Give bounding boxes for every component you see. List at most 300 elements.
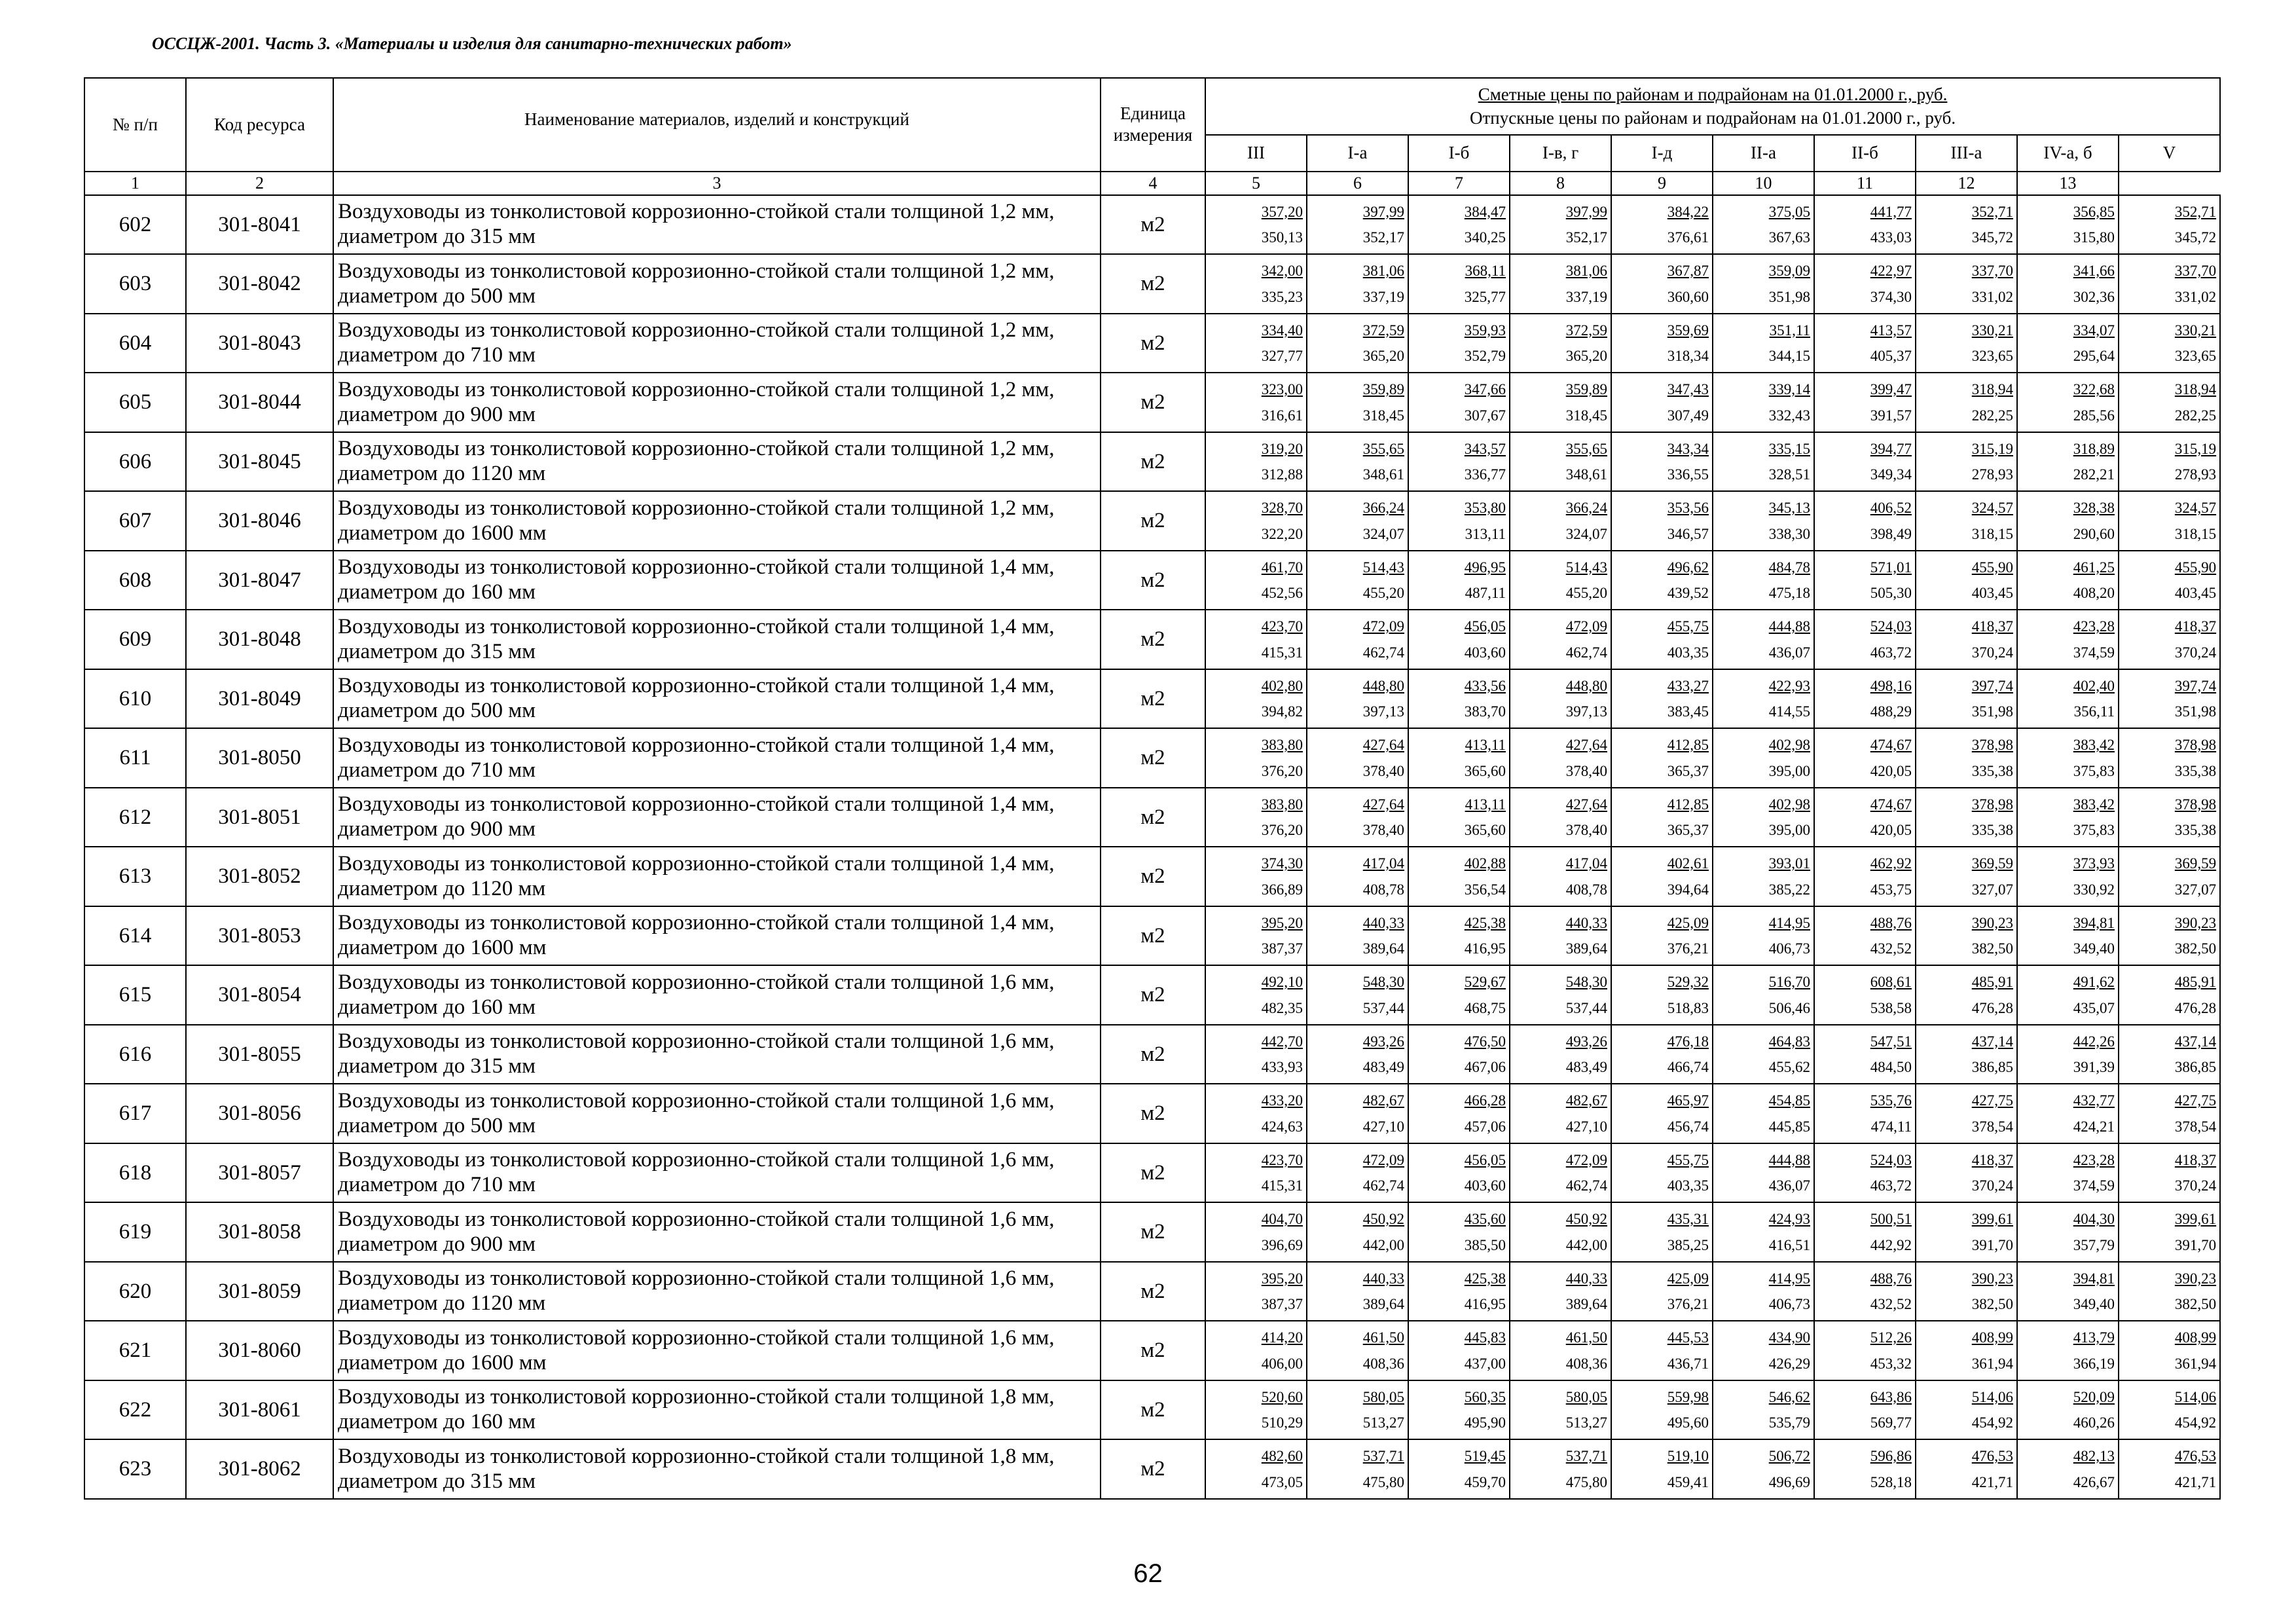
estimate-price: 448,80: [1565, 677, 1607, 694]
row-number: 612: [84, 788, 186, 847]
estimate-price: 423,28: [2073, 1151, 2115, 1168]
estimate-price: 402,61: [1667, 855, 1709, 872]
estimate-price: 412,85: [1667, 796, 1709, 813]
resource-code: 301-8062: [186, 1439, 333, 1499]
price-cell: [1916, 551, 2017, 610]
release-price: 408,36: [1565, 1355, 1607, 1372]
price-cell: [1408, 1439, 1510, 1499]
estimate-price: 455,75: [1667, 1151, 1709, 1168]
release-price: 456,74: [1667, 1118, 1709, 1135]
estimate-price: 442,26: [2073, 1033, 2115, 1050]
price-cell: [1307, 669, 1408, 729]
estimate-price: 359,69: [1667, 322, 1709, 339]
estimate-price: 397,74: [2174, 677, 2217, 694]
estimate-price: 464,83: [1768, 1033, 1810, 1050]
release-price: 435,07: [2073, 999, 2115, 1016]
price-cell: [1814, 669, 1916, 729]
estimate-price: 337,70: [2174, 263, 2217, 280]
price-cell: [1713, 847, 1814, 906]
estimate-price: 455,90: [1971, 559, 2013, 576]
unit: м2: [1101, 906, 1205, 966]
release-price: 452,56: [1261, 585, 1303, 602]
estimate-price: 374,30: [1261, 855, 1303, 872]
price-cell: [1205, 195, 1307, 255]
release-price: 505,30: [1870, 585, 1912, 602]
row-number: 617: [84, 1084, 186, 1143]
release-price: 442,92: [1870, 1236, 1912, 1253]
price-cell: [1307, 1025, 1408, 1084]
unit: м2: [1101, 610, 1205, 669]
estimate-price: 412,85: [1667, 737, 1709, 754]
column-number: 9: [1611, 172, 1713, 195]
unit: м2: [1101, 551, 1205, 610]
release-price: 459,41: [1667, 1473, 1709, 1490]
estimate-price: 315,19: [2174, 440, 2217, 457]
release-price: 432,52: [1870, 940, 1912, 957]
estimate-price: 485,91: [1971, 974, 2013, 991]
estimate-price: 537,71: [1362, 1448, 1404, 1465]
estimate-price: 343,57: [1464, 440, 1506, 457]
estimate-price: 423,70: [1261, 1151, 1303, 1168]
release-price: 361,94: [1971, 1355, 2013, 1372]
price-cell: [2119, 1143, 2220, 1203]
release-price: 436,71: [1667, 1355, 1709, 1372]
price-cell: [1510, 551, 1611, 610]
table-row: [84, 254, 2220, 314]
release-price: 318,15: [1971, 525, 2013, 542]
estimate-price: 548,30: [1362, 974, 1404, 991]
estimate-price: 461,50: [1362, 1329, 1404, 1346]
release-price: 426,29: [1768, 1355, 1810, 1372]
estimate-price: 328,38: [2073, 500, 2115, 517]
estimate-price: 440,33: [1362, 914, 1404, 931]
price-cell: [1408, 847, 1510, 906]
price-cell: [1611, 491, 1713, 551]
estimate-price: 454,85: [1768, 1092, 1810, 1109]
release-price: 327,07: [1971, 881, 2013, 898]
release-price: 351,98: [1768, 288, 1810, 305]
estimate-price: 334,07: [2073, 322, 2115, 339]
estimate-price: 456,05: [1464, 1151, 1506, 1168]
price-cell: [1408, 1143, 1510, 1203]
price-cell: [1713, 1380, 1814, 1440]
unit: м2: [1101, 1262, 1205, 1321]
row-number: 603: [84, 254, 186, 314]
price-cell: [1611, 1084, 1713, 1143]
release-price: 510,29: [1261, 1414, 1303, 1431]
price-cell: [1408, 728, 1510, 788]
release-price: 349,34: [1870, 466, 1912, 483]
estimate-price: 347,66: [1464, 381, 1506, 398]
price-cell: [1916, 669, 2017, 729]
price-cell: [1814, 551, 1916, 610]
price-cell: [2017, 551, 2119, 610]
release-price: 427,10: [1362, 1118, 1404, 1135]
row-number: 606: [84, 432, 186, 492]
material-name: Воздуховоды из тонколистовой коррозионно-стойкой стали толщиной 1,6 мм, диаметром до 1600 мм: [333, 1321, 1101, 1380]
price-cell: [1713, 728, 1814, 788]
header-code: Код ресурса: [186, 78, 333, 172]
estimate-price: 384,47: [1464, 203, 1506, 220]
release-price: 437,00: [1464, 1355, 1506, 1372]
release-price: 345,72: [2174, 229, 2217, 246]
release-price: 416,95: [1464, 1296, 1506, 1313]
price-cell: [2119, 1439, 2220, 1499]
release-price: 370,24: [1971, 1177, 2013, 1194]
resource-code: 301-8054: [186, 965, 333, 1025]
release-price: 487,11: [1465, 585, 1506, 602]
release-price: 365,20: [1362, 348, 1404, 365]
price-cell: [1916, 314, 2017, 373]
release-price: 376,21: [1667, 940, 1709, 957]
release-price: 385,25: [1667, 1236, 1709, 1253]
release-price: 454,92: [1971, 1414, 2013, 1431]
price-cell: [2017, 906, 2119, 966]
release-price: 394,64: [1667, 881, 1709, 898]
region-header: III-а: [1916, 135, 2017, 172]
release-price: 513,27: [1362, 1414, 1404, 1431]
material-name: Воздуховоды из тонколистовой коррозионно-стойкой стали толщиной 1,6 мм, диаметром до 1120 мм: [333, 1262, 1101, 1321]
header-name: Наименование материалов, изделий и конструкций: [333, 78, 1101, 172]
price-cell: [1611, 847, 1713, 906]
estimate-price: 496,62: [1667, 559, 1709, 576]
price-cell: [1814, 1262, 1916, 1321]
price-cell: [1510, 669, 1611, 729]
release-price: 383,70: [1464, 703, 1506, 720]
release-price: 538,58: [1870, 999, 1912, 1016]
resource-code: 301-8056: [186, 1084, 333, 1143]
row-number: 620: [84, 1262, 186, 1321]
estimate-price: 535,76: [1870, 1092, 1912, 1109]
price-cell: [2119, 195, 2220, 255]
release-price: 463,72: [1870, 1177, 1912, 1194]
release-price: 416,51: [1768, 1236, 1810, 1253]
material-name: Воздуховоды из тонколистовой коррозионно-стойкой стали толщиной 1,4 мм, диаметром до 1120 мм: [333, 847, 1101, 906]
price-cell: [1916, 195, 2017, 255]
estimate-price: 482,67: [1362, 1092, 1404, 1109]
material-name: Воздуховоды из тонколистовой коррозионно-стойкой стали толщиной 1,4 мм, диаметром до 1600 мм: [333, 906, 1101, 966]
price-cell: [1408, 1262, 1510, 1321]
release-price: 352,17: [1362, 229, 1404, 246]
release-price: 462,74: [1362, 644, 1404, 661]
estimate-price: 506,72: [1768, 1448, 1810, 1465]
release-price: 325,77: [1464, 288, 1506, 305]
release-price: 403,45: [2174, 585, 2217, 602]
price-cell: [2119, 491, 2220, 551]
price-cell: [1713, 1025, 1814, 1084]
estimate-price: 608,61: [1870, 974, 1912, 991]
price-cell: [1814, 847, 1916, 906]
estimate-price: 373,93: [2073, 855, 2115, 872]
estimate-price: 433,56: [1464, 677, 1506, 694]
estimate-price: 466,28: [1464, 1092, 1506, 1109]
table-row: [84, 1321, 2220, 1380]
release-price: 382,50: [1971, 940, 2013, 957]
estimate-price: 580,05: [1362, 1388, 1404, 1405]
estimate-price: 335,15: [1768, 440, 1810, 457]
material-name: Воздуховоды из тонколистовой коррозионно-стойкой стали толщиной 1,6 мм, диаметром до 500 мм: [333, 1084, 1101, 1143]
table-row: [84, 728, 2220, 788]
table-row: [84, 788, 2220, 847]
unit: м2: [1101, 1025, 1205, 1084]
estimate-price: 484,78: [1768, 559, 1810, 576]
estimate-price: 423,70: [1261, 618, 1303, 635]
estimate-price: 359,89: [1565, 381, 1607, 398]
estimate-price: 423,28: [2073, 618, 2115, 635]
resource-code: 301-8047: [186, 551, 333, 610]
estimate-price: 394,81: [2073, 1270, 2115, 1287]
table-row: [84, 1439, 2220, 1499]
estimate-price: 472,09: [1565, 618, 1607, 635]
estimate-price: 476,53: [2174, 1448, 2217, 1465]
price-cell: [1611, 965, 1713, 1025]
table-row: [84, 669, 2220, 729]
release-price: 496,69: [1768, 1473, 1810, 1490]
region-header: IV-а, б: [2017, 135, 2119, 172]
release-price: 365,37: [1667, 822, 1709, 839]
row-number: 609: [84, 610, 186, 669]
header-prices-release: Отпускные цены по районам и подрайонам на 01.01.2000 г., руб.: [1469, 108, 1956, 128]
estimate-price: 433,27: [1667, 677, 1709, 694]
estimate-price: 383,42: [2073, 796, 2115, 813]
release-price: 391,70: [1971, 1236, 2013, 1253]
resource-code: 301-8061: [186, 1380, 333, 1440]
release-price: 351,98: [2174, 703, 2217, 720]
release-price: 351,98: [1971, 703, 2013, 720]
estimate-price: 395,20: [1261, 914, 1303, 931]
price-cell: [1916, 728, 2017, 788]
unit: м2: [1101, 669, 1205, 729]
price-cell: [1510, 1202, 1611, 1262]
release-price: 318,15: [2174, 525, 2217, 542]
estimate-price: 408,99: [1971, 1329, 2013, 1346]
estimate-price: 437,14: [2174, 1033, 2217, 1050]
resource-code: 301-8041: [186, 195, 333, 255]
material-name: Воздуховоды из тонколистовой коррозионно-стойкой стали толщиной 1,8 мм, диаметром до 315 мм: [333, 1439, 1101, 1499]
estimate-price: 390,23: [1971, 1270, 2013, 1287]
release-price: 376,20: [1261, 762, 1303, 779]
table-row: [84, 195, 2220, 255]
column-number: 5: [1205, 172, 1307, 195]
release-price: 473,05: [1261, 1473, 1303, 1490]
release-price: 488,29: [1870, 703, 1912, 720]
release-price: 349,40: [2073, 1296, 2115, 1313]
price-cell: [2119, 254, 2220, 314]
column-number: 6: [1307, 172, 1408, 195]
estimate-price: 418,37: [1971, 1151, 2013, 1168]
price-cell: [1814, 314, 1916, 373]
unit: м2: [1101, 491, 1205, 551]
price-cell: [2017, 1321, 2119, 1380]
estimate-price: 393,01: [1768, 855, 1810, 872]
unit: м2: [1101, 314, 1205, 373]
release-price: 378,40: [1362, 762, 1404, 779]
unit: м2: [1101, 1380, 1205, 1440]
release-price: 323,65: [2174, 348, 2217, 365]
price-cell: [2017, 847, 2119, 906]
estimate-price: 402,98: [1768, 737, 1810, 754]
price-cell: [1205, 1439, 1307, 1499]
release-price: 421,71: [2174, 1473, 2217, 1490]
release-price: 378,54: [1971, 1118, 2013, 1135]
estimate-price: 482,60: [1261, 1448, 1303, 1465]
price-cell: [1205, 1025, 1307, 1084]
estimate-price: 375,05: [1768, 203, 1810, 220]
price-cell: [1814, 1084, 1916, 1143]
estimate-price: 397,99: [1565, 203, 1607, 220]
price-cell: [1510, 1262, 1611, 1321]
release-price: 335,38: [2174, 822, 2217, 839]
resource-code: 301-8052: [186, 847, 333, 906]
price-cell: [2017, 195, 2119, 255]
estimate-price: 441,77: [1870, 203, 1912, 220]
column-number-row: [84, 172, 2220, 195]
price-cell: [1916, 1143, 2017, 1203]
release-price: 391,70: [2174, 1236, 2217, 1253]
price-cell: [1713, 1084, 1814, 1143]
release-price: 356,11: [2073, 703, 2115, 720]
price-cell: [1307, 906, 1408, 966]
estimate-price: 498,16: [1870, 677, 1912, 694]
estimate-price: 402,98: [1768, 796, 1810, 813]
price-cell: [2017, 432, 2119, 492]
row-number: 604: [84, 314, 186, 373]
price-cell: [1916, 254, 2017, 314]
estimate-price: 356,85: [2073, 203, 2115, 220]
release-price: 328,51: [1768, 466, 1810, 483]
estimate-price: 383,80: [1261, 796, 1303, 813]
estimate-price: 343,34: [1667, 440, 1709, 457]
unit: м2: [1101, 1202, 1205, 1262]
release-price: 313,11: [1465, 525, 1506, 542]
table-row: [84, 1262, 2220, 1321]
price-cell: [1510, 195, 1611, 255]
release-price: 318,45: [1362, 407, 1404, 424]
release-price: 385,50: [1464, 1236, 1506, 1253]
price-cell: [1916, 1321, 2017, 1380]
resource-code: 301-8050: [186, 728, 333, 788]
estimate-price: 450,92: [1362, 1211, 1404, 1228]
price-cell: [1205, 1084, 1307, 1143]
estimate-price: 448,80: [1362, 677, 1404, 694]
release-price: 324,07: [1362, 525, 1404, 542]
release-price: 454,92: [2174, 1414, 2217, 1431]
estimate-price: 472,09: [1565, 1151, 1607, 1168]
estimate-price: 418,37: [2174, 618, 2217, 635]
estimate-price: 519,10: [1667, 1448, 1709, 1465]
release-price: 387,37: [1261, 1296, 1303, 1313]
price-cell: [1611, 728, 1713, 788]
release-price: 345,72: [1971, 229, 2013, 246]
price-cell: [1510, 491, 1611, 551]
price-cell: [1713, 1262, 1814, 1321]
price-cell: [1205, 965, 1307, 1025]
estimate-price: 444,88: [1768, 618, 1810, 635]
release-price: 421,71: [1971, 1473, 2013, 1490]
price-cell: [1307, 314, 1408, 373]
price-cell: [1814, 491, 1916, 551]
price-cell: [1611, 1439, 1713, 1499]
price-cell: [1916, 1025, 2017, 1084]
estimate-price: 427,75: [2174, 1092, 2217, 1109]
estimate-price: 347,43: [1667, 381, 1709, 398]
release-price: 360,60: [1667, 288, 1709, 305]
price-cell: [1814, 432, 1916, 492]
release-price: 391,39: [2073, 1059, 2115, 1076]
release-price: 397,13: [1362, 703, 1404, 720]
release-price: 427,10: [1565, 1118, 1607, 1135]
release-price: 316,61: [1261, 407, 1303, 424]
price-cell: [1916, 847, 2017, 906]
price-cell: [2017, 1262, 2119, 1321]
price-cell: [1611, 1025, 1713, 1084]
price-cell: [1408, 1380, 1510, 1440]
price-cell: [1307, 1143, 1408, 1203]
release-price: 348,61: [1565, 466, 1607, 483]
release-price: 398,49: [1870, 525, 1912, 542]
price-cell: [1814, 788, 1916, 847]
price-cell: [2017, 728, 2119, 788]
region-header: II-а: [1713, 135, 1814, 172]
price-cell: [1408, 906, 1510, 966]
table-row: [84, 1202, 2220, 1262]
price-cell: [2119, 314, 2220, 373]
release-price: 474,11: [1870, 1118, 1912, 1135]
release-price: 322,20: [1261, 525, 1303, 542]
release-price: 476,28: [1971, 999, 2013, 1016]
row-number: 623: [84, 1439, 186, 1499]
release-price: 506,46: [1768, 999, 1810, 1016]
price-cell: [1408, 254, 1510, 314]
estimate-price: 425,09: [1667, 1270, 1709, 1287]
estimate-price: 359,09: [1768, 263, 1810, 280]
estimate-price: 330,21: [2174, 322, 2217, 339]
price-cell: [1510, 1143, 1611, 1203]
release-price: 335,23: [1261, 288, 1303, 305]
estimate-price: 404,30: [2073, 1211, 2115, 1228]
price-cell: [1307, 432, 1408, 492]
unit: м2: [1101, 254, 1205, 314]
price-cell: [1814, 906, 1916, 966]
estimate-price: 493,26: [1565, 1033, 1607, 1050]
unit: м2: [1101, 1321, 1205, 1380]
release-price: 403,35: [1667, 1177, 1709, 1194]
release-price: 350,13: [1261, 229, 1303, 246]
column-number: 11: [1814, 172, 1916, 195]
release-price: 324,07: [1565, 525, 1607, 542]
release-price: 394,82: [1261, 703, 1303, 720]
release-price: 463,72: [1870, 644, 1912, 661]
row-number: 616: [84, 1025, 186, 1084]
release-price: 366,89: [1261, 881, 1303, 898]
estimate-price: 435,60: [1464, 1211, 1506, 1228]
release-price: 415,31: [1261, 644, 1303, 661]
unit: м2: [1101, 847, 1205, 906]
column-number: 7: [1408, 172, 1510, 195]
price-cell: [1510, 314, 1611, 373]
resource-code: 301-8058: [186, 1202, 333, 1262]
release-price: 391,57: [1870, 407, 1912, 424]
estimate-price: 488,76: [1870, 1270, 1912, 1287]
estimate-price: 461,50: [1565, 1329, 1607, 1346]
unit: м2: [1101, 432, 1205, 492]
region-header: I-б: [1408, 135, 1510, 172]
price-cell: [1916, 906, 2017, 966]
price-cell: [1408, 1321, 1510, 1380]
price-cell: [1307, 788, 1408, 847]
price-cell: [1510, 728, 1611, 788]
price-cell: [2119, 610, 2220, 669]
